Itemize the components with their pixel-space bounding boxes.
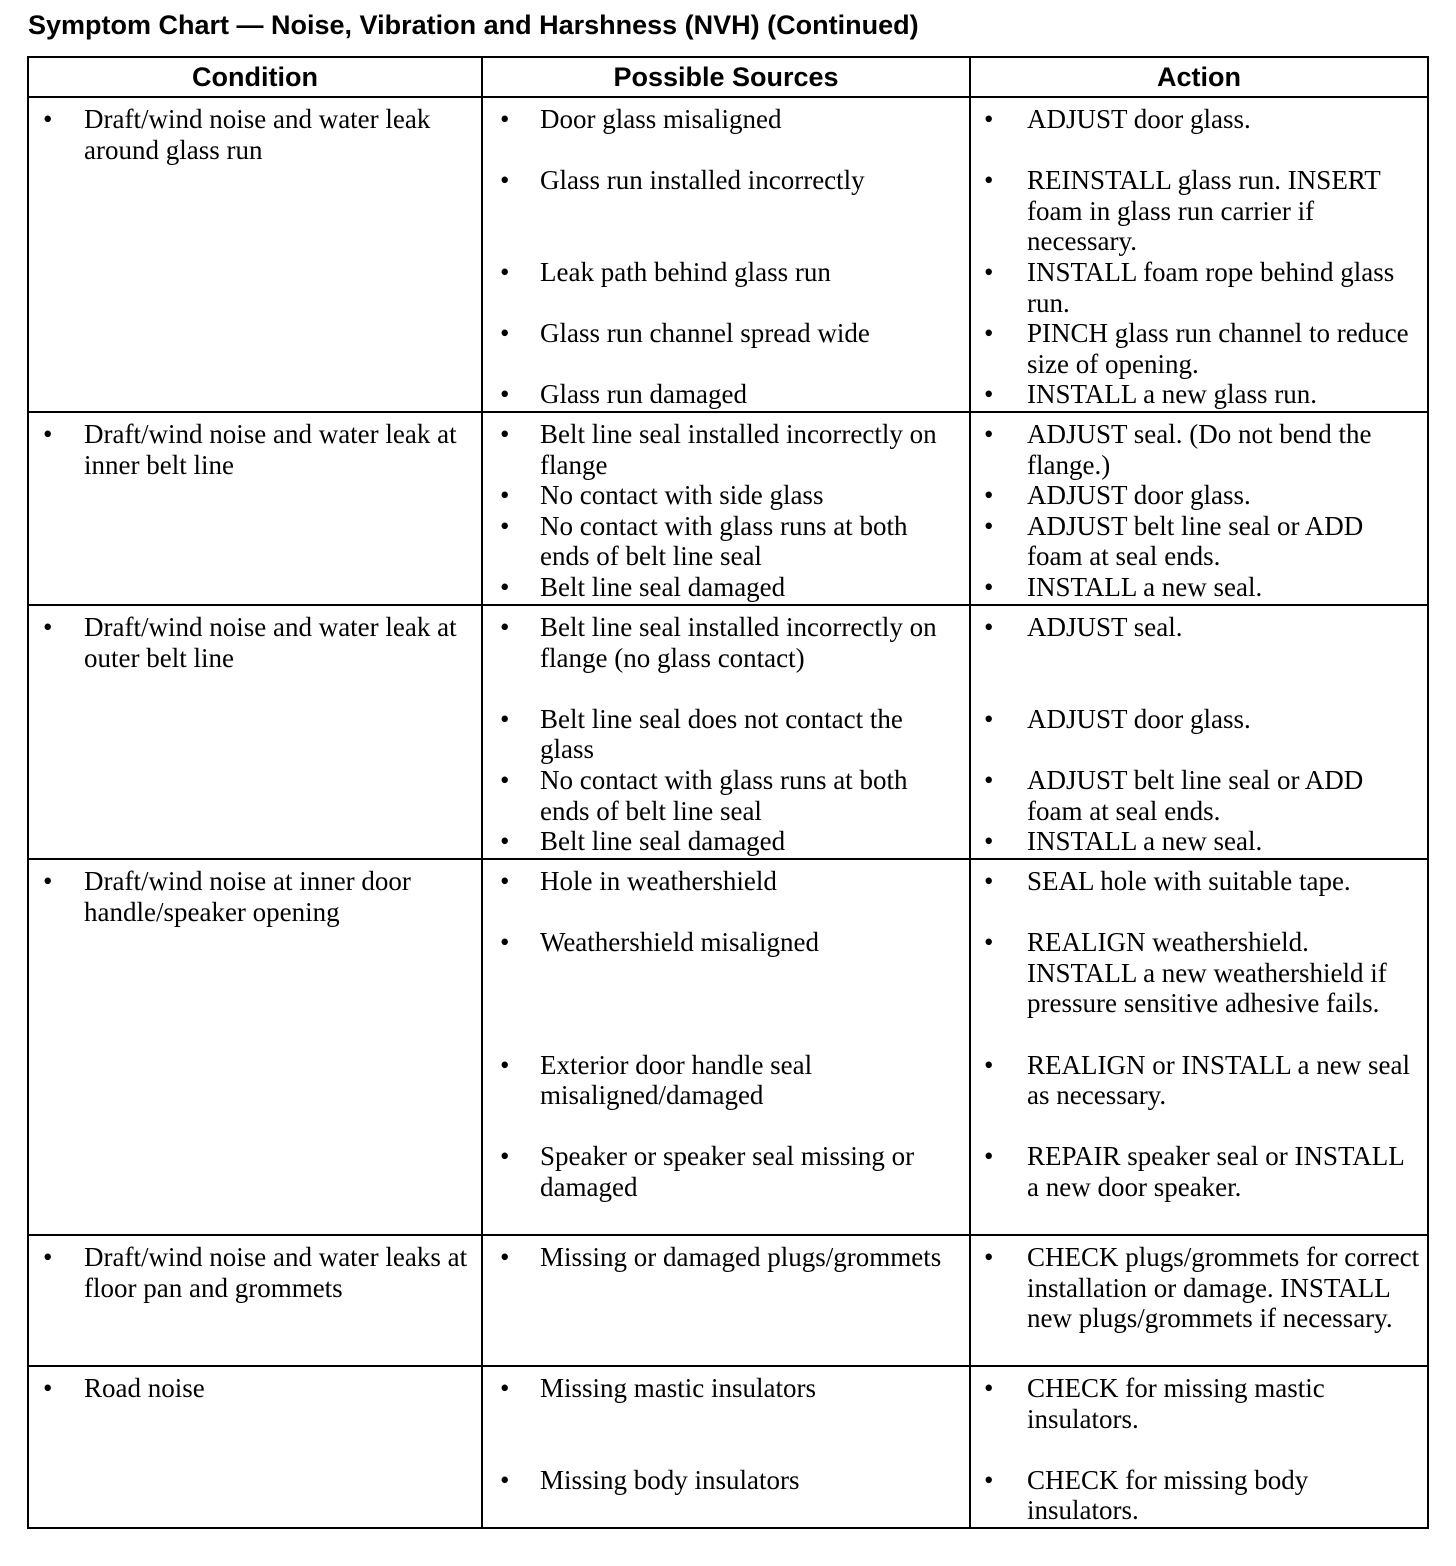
source-text: No contact with side glass [540, 480, 824, 511]
source-text: Speaker or speaker seal missing or damaged [540, 1141, 915, 1202]
action-cell [970, 1235, 1428, 1366]
bullet-icon: • [500, 765, 510, 795]
source-item [483, 572, 963, 603]
header-condition: Condition [28, 57, 482, 97]
condition-text: Draft/wind noise and water leak around glass run [84, 104, 431, 165]
header-action: Action [970, 57, 1428, 97]
bullet-icon: • [500, 826, 510, 857]
source-text: Missing or damaged plugs/grommets [540, 1242, 942, 1272]
page-title: Symptom Chart — Noise, Vibration and Harshness (NVH) (Continued) [28, 10, 919, 40]
header-possible-sources: Possible Sources [482, 57, 970, 97]
action-text: ADJUST door glass. [1027, 703, 1251, 734]
source-text: Exterior door handle seal misaligned/damaged [540, 1049, 813, 1111]
action-text: INSTALL foam rope behind glass run. [1027, 257, 1395, 318]
bullet-icon: • [500, 703, 510, 734]
action-text: ADJUST seal. [1027, 612, 1183, 642]
source-item [483, 165, 963, 196]
bullet-icon: • [984, 1049, 994, 1080]
action-item [971, 1242, 1421, 1334]
condition-cell [28, 859, 482, 1235]
header-row [28, 57, 1428, 97]
source-item [483, 1141, 963, 1202]
condition-cell [28, 412, 482, 605]
action-text: REINSTALL glass run. INSERT foam in glass run carrier if necessary. [1027, 165, 1381, 257]
bullet-icon: • [984, 1464, 994, 1495]
bullet-icon: • [43, 104, 53, 134]
bullet-icon: • [984, 165, 994, 196]
source-item [483, 419, 963, 480]
source-item [483, 704, 963, 765]
bullet-icon: • [500, 318, 510, 349]
source-item [483, 1050, 963, 1111]
bullet-icon: • [984, 510, 994, 541]
action-item [971, 572, 1421, 603]
source-text: Glass run channel spread wide [540, 318, 870, 349]
source-item [483, 927, 963, 958]
bullet-icon: • [984, 257, 994, 287]
bullet-icon: • [500, 1141, 510, 1172]
bullet-icon: • [984, 765, 994, 795]
table-row [28, 97, 1428, 412]
condition-text: Draft/wind noise and water leak at outer belt line [84, 612, 457, 673]
bullet-icon: • [500, 1242, 510, 1272]
condition-item [29, 419, 475, 480]
bullet-icon: • [500, 866, 510, 896]
action-text: CHECK plugs/grommets for correct installation or damage. INSTALL new plugs/grommets if necessary. [1027, 1242, 1420, 1334]
source-text: Glass run damaged [540, 379, 747, 410]
action-cell [970, 605, 1428, 859]
action-item [971, 927, 1421, 1019]
bullet-icon: • [43, 419, 53, 449]
source-item [483, 866, 963, 897]
source-item [483, 612, 963, 673]
table-row [28, 859, 1428, 1235]
source-item [483, 318, 963, 349]
source-text: Hole in weathershield [540, 866, 777, 896]
source-text: Missing mastic insulators [540, 1373, 816, 1403]
action-text: ADJUST door glass. [1027, 480, 1251, 511]
source-text: Glass run installed incorrectly [540, 165, 865, 196]
bullet-icon: • [43, 1242, 53, 1272]
action-item [971, 104, 1421, 135]
bullet-icon: • [500, 927, 510, 958]
action-cell [970, 859, 1428, 1235]
action-cell [970, 412, 1428, 605]
source-cell [482, 1235, 970, 1366]
bullet-icon: • [500, 1049, 510, 1080]
source-cell [482, 1366, 970, 1528]
bullet-icon: • [500, 612, 510, 642]
source-item [483, 1242, 963, 1273]
source-item [483, 257, 963, 288]
source-text: No contact with glass runs at both ends of belt line seal [540, 765, 908, 826]
source-text: Weathershield misaligned [540, 927, 819, 958]
source-text: Belt line seal installed incorrectly on flange (no glass contact) [540, 612, 937, 673]
bullet-icon: • [984, 826, 994, 857]
source-text: No contact with glass runs at both ends of belt line seal [540, 510, 908, 572]
action-text: PINCH glass run channel to reduce size of opening. [1027, 318, 1409, 379]
action-cell [970, 97, 1428, 412]
bullet-icon: • [500, 165, 510, 196]
source-text: Leak path behind glass run [540, 257, 831, 287]
source-item [483, 826, 963, 857]
bullet-icon: • [43, 866, 53, 896]
action-text: REPAIR speaker seal or INSTALL a new door speaker. [1027, 1141, 1404, 1202]
source-item [483, 765, 963, 826]
action-item [971, 704, 1421, 735]
action-item [971, 165, 1421, 257]
condition-text: Draft/wind noise at inner door handle/speaker opening [84, 866, 411, 927]
action-item [971, 612, 1421, 643]
action-item [971, 257, 1421, 318]
action-text: ADJUST seal. (Do not bend the flange.) [1027, 419, 1372, 480]
source-text: Missing body insulators [540, 1464, 800, 1495]
action-text: INSTALL a new seal. [1027, 572, 1263, 602]
condition-item [29, 612, 475, 673]
action-item [971, 1050, 1421, 1111]
bullet-icon: • [984, 703, 994, 734]
action-item [971, 1373, 1421, 1434]
source-item [483, 1465, 963, 1496]
source-text: Door glass misaligned [540, 104, 782, 134]
action-text: INSTALL a new seal. [1027, 826, 1263, 857]
bullet-icon: • [43, 1373, 53, 1403]
condition-cell [28, 1366, 482, 1528]
condition-item [29, 866, 475, 927]
condition-item [29, 104, 475, 165]
action-item [971, 826, 1421, 857]
table-row [28, 412, 1428, 605]
bullet-icon: • [500, 257, 510, 287]
action-item [971, 1465, 1421, 1526]
action-item [971, 511, 1421, 572]
source-text: Belt line seal damaged [540, 572, 786, 602]
source-text: Belt line seal damaged [540, 826, 786, 857]
bullet-icon: • [984, 927, 994, 958]
source-cell [482, 859, 970, 1235]
action-text: REALIGN weathershield. INSTALL a new weathershield if pressure sensitive adhesive fails. [1027, 927, 1387, 1019]
condition-cell [28, 605, 482, 859]
action-item [971, 1141, 1421, 1202]
symptom-chart-table [27, 56, 1429, 1529]
action-text: INSTALL a new glass run. [1027, 379, 1318, 410]
condition-text: Draft/wind noise and water leaks at floor pan and grommets [84, 1242, 468, 1303]
action-text: ADJUST belt line seal or ADD foam at seal ends. [1027, 765, 1364, 826]
source-text: Belt line seal installed incorrectly on flange [540, 419, 937, 480]
bullet-icon: • [500, 104, 510, 134]
source-item [483, 379, 963, 410]
source-item [483, 511, 963, 572]
action-item [971, 318, 1421, 379]
bullet-icon: • [500, 1373, 510, 1403]
source-item [483, 480, 963, 511]
table-row [28, 605, 1428, 859]
action-item [971, 866, 1421, 897]
bullet-icon: • [984, 379, 994, 410]
condition-cell [28, 1235, 482, 1366]
source-item [483, 1373, 963, 1404]
bullet-icon: • [984, 104, 994, 134]
action-item [971, 379, 1421, 410]
condition-text: Draft/wind noise and water leak at inner belt line [84, 419, 457, 480]
bullet-icon: • [43, 612, 53, 642]
action-text: ADJUST door glass. [1027, 104, 1251, 134]
bullet-icon: • [984, 866, 994, 896]
bullet-icon: • [984, 480, 994, 511]
table-row [28, 1235, 1428, 1366]
bullet-icon: • [500, 572, 510, 602]
bullet-icon: • [984, 318, 994, 349]
condition-text: Road noise [84, 1373, 205, 1403]
bullet-icon: • [984, 1141, 994, 1172]
action-text: REALIGN or INSTALL a new seal as necessary. [1027, 1049, 1410, 1111]
action-text: CHECK for missing mastic insulators. [1027, 1373, 1325, 1434]
table-body [28, 97, 1428, 1528]
action-text: SEAL hole with suitable tape. [1027, 866, 1351, 896]
action-text: CHECK for missing body insulators. [1027, 1464, 1309, 1526]
source-cell [482, 605, 970, 859]
bullet-icon: • [500, 379, 510, 410]
bullet-icon: • [500, 419, 510, 449]
action-item [971, 419, 1421, 480]
bullet-icon: • [984, 572, 994, 602]
table-row [28, 1366, 1428, 1528]
bullet-icon: • [984, 1242, 994, 1272]
source-item [483, 104, 963, 135]
action-item [971, 765, 1421, 826]
bullet-icon: • [500, 1464, 510, 1495]
bullet-icon: • [984, 612, 994, 642]
condition-item [29, 1242, 475, 1303]
source-text: Belt line seal does not contact the glass [540, 703, 903, 765]
bullet-icon: • [984, 1373, 994, 1403]
condition-item [29, 1373, 475, 1404]
condition-cell [28, 97, 482, 412]
action-text: ADJUST belt line seal or ADD foam at seal ends. [1027, 510, 1364, 572]
source-cell [482, 97, 970, 412]
bullet-icon: • [500, 510, 510, 541]
bullet-icon: • [984, 419, 994, 449]
bullet-icon: • [500, 480, 510, 511]
action-item [971, 480, 1421, 511]
source-cell [482, 412, 970, 605]
action-cell [970, 1366, 1428, 1528]
